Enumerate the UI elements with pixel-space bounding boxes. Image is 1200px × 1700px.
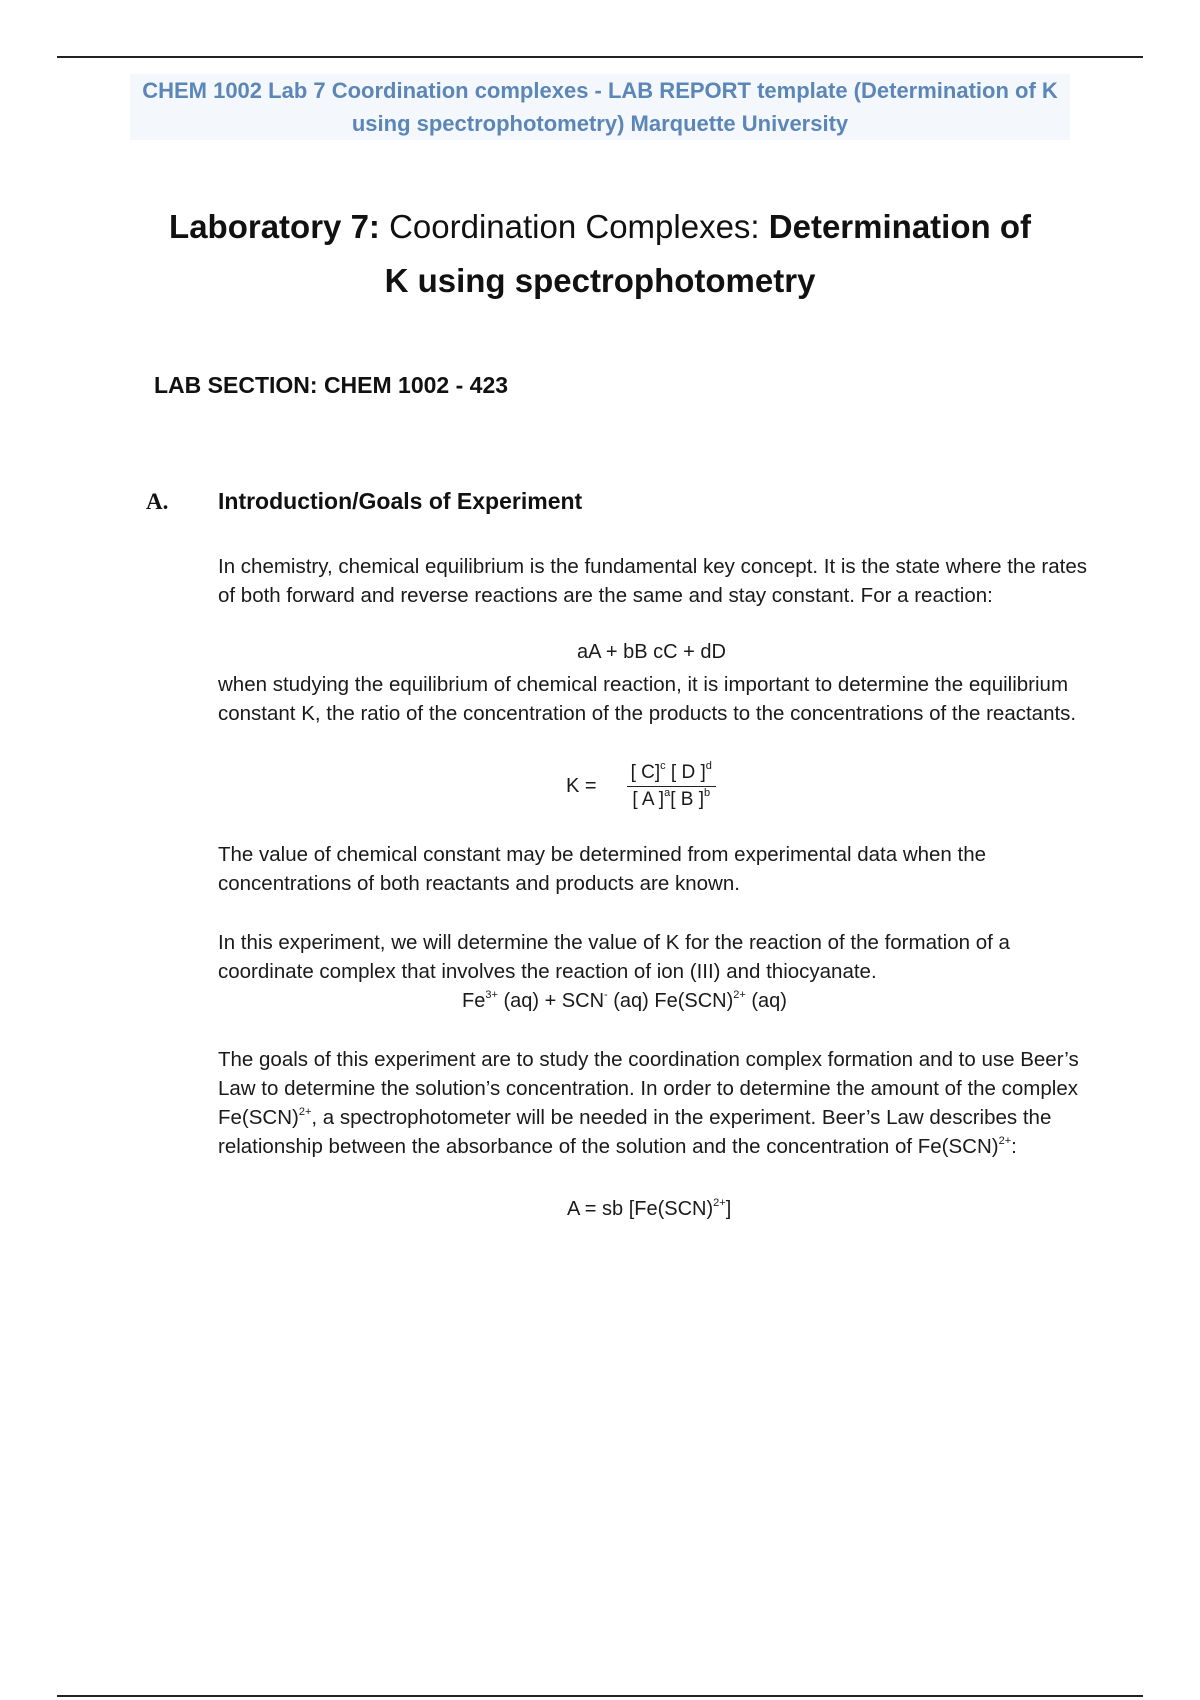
den-a: [ A ] — [632, 789, 665, 810]
fe-charge: 3+ — [485, 989, 498, 1001]
experiment-paragraph: In this experiment, we will determine the value of K for the reaction of the formation of a coordinate complex that involves the reaction of ion (III) and thiocyanate. — [218, 931, 1010, 983]
beer-charge: 2+ — [713, 1197, 726, 1209]
goals-text: The goals of this experiment are to study the coordination complex formation and to use Beer’s Law to determine the solution’s concentration. In order to determine the amount of the complex Fe(SCN) — [218, 1048, 1079, 1129]
k-numerator — [627, 762, 716, 787]
title-line-2: K using spectrophotometry — [384, 262, 816, 299]
document-header — [130, 74, 1070, 140]
complex-state: (aq) — [745, 990, 787, 1012]
title-part-3: Determination of — [768, 208, 1031, 245]
header-line-1: CHEM 1002 Lab 7 Coordination complexes - LAB REPORT template (Determination of K — [142, 78, 1058, 103]
k-label: K = — [566, 775, 597, 797]
num-d-exp: d — [705, 760, 712, 772]
scn-charge: - — [604, 989, 608, 1001]
scn-state: (aq) Fe(SCN) — [607, 990, 734, 1012]
intro-paragraph: In chemistry, chemical equilibrium is the fundamental key concept. It is the state where the rates of both forward and reverse reactions are the same and stay constant. For a reaction: — [218, 555, 1087, 607]
bottom-rule — [57, 1695, 1143, 1697]
den-b-exp: b — [703, 787, 711, 799]
fe-state: (aq) + SCN — [497, 990, 605, 1012]
fe-scn-equation — [462, 990, 787, 1013]
k-expression — [566, 762, 716, 811]
lab-section-label: LAB SECTION: CHEM 1002 - 423 — [154, 372, 509, 398]
page-title — [120, 200, 1080, 308]
k-denominator — [628, 787, 714, 811]
den-b: [ B ] — [670, 789, 704, 810]
k-fraction — [627, 762, 716, 811]
value-paragraph: The value of chemical constant may be determined from experimental data when the concentrations of both reactants and products are known. — [218, 843, 987, 895]
goals-charge-2: 2+ — [998, 1135, 1012, 1147]
beers-law-equation — [567, 1198, 731, 1221]
section-a-title: Introduction/Goals of Experiment — [218, 488, 583, 514]
goals-text-cont: , a spectrophotometer will be needed in the experiment. Beer’s Law describes the relationship between the absorbance of the solution and the concentration of Fe(SCN) — [218, 1106, 1052, 1158]
section-a-letter: A. — [146, 489, 169, 514]
title-part-1: Laboratory 7: — [169, 208, 380, 245]
complex-charge: 2+ — [733, 989, 746, 1001]
beer-left: A = sb [Fe(SCN) — [567, 1198, 714, 1220]
goals-charge-1: 2+ — [298, 1106, 312, 1118]
title-part-2: Coordination Complexes: — [379, 208, 769, 245]
den-a-exp: a — [664, 787, 671, 799]
goals-paragraph — [218, 1045, 1098, 1161]
section-a-heading — [146, 488, 582, 515]
num-d: [ D ] — [665, 762, 706, 783]
top-rule — [57, 56, 1143, 58]
beer-right: ] — [725, 1198, 732, 1220]
general-reaction-equation: aA + bB cC + dD — [577, 641, 726, 663]
goals-text-end: : — [1011, 1135, 1017, 1158]
equilibrium-paragraph: when studying the equilibrium of chemical reaction, it is important to determine the equilibrium constant K, the ratio of the concentration of the products to the concentrations of the reactants. — [218, 673, 1077, 725]
num-c-exp: c — [660, 760, 666, 772]
header-line-2: using spectrophotometry) Marquette University — [351, 111, 849, 136]
fe-symbol: Fe — [462, 990, 486, 1012]
num-c: [ C] — [630, 762, 661, 783]
